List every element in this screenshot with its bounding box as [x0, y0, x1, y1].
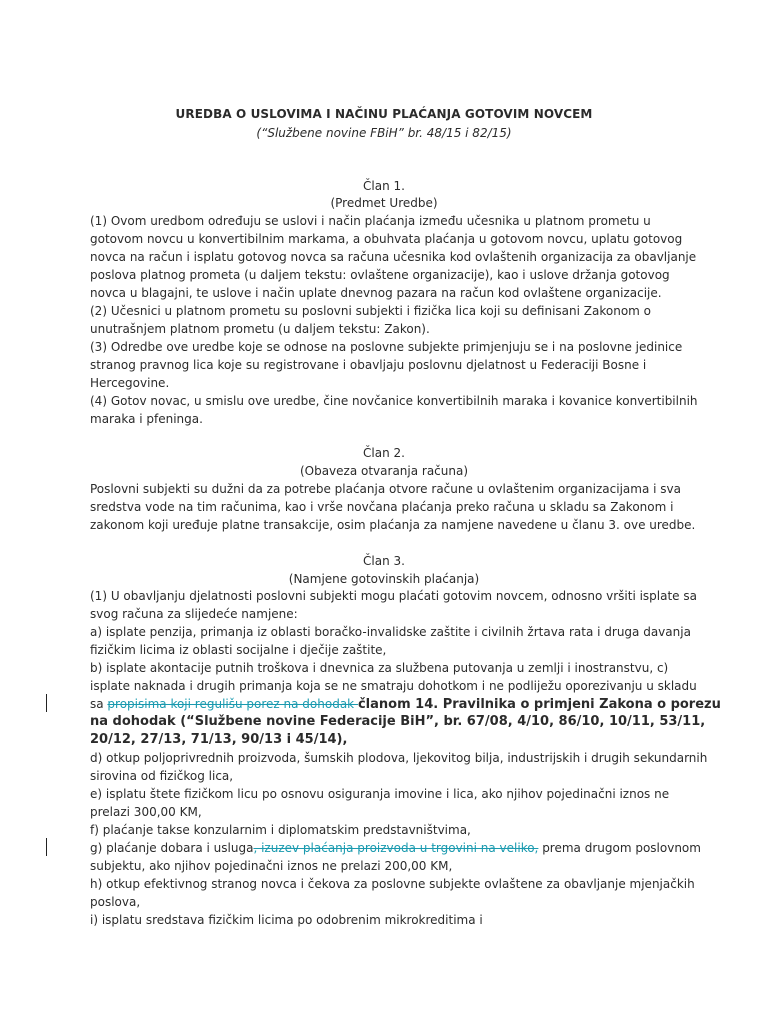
text-line: svog računa za slijedeće namjene:: [90, 607, 298, 621]
article3-body: [90, 587, 721, 929]
text-line: isplate naknada i drugih primanja koja se ne smatraju dohotkom i ne podliježu oporezivanju u skladu: [90, 679, 697, 693]
text-line: h) otkup efektivnog stranog novca i čekova za poslovne subjekte ovlaštene za obavljanje mjenjačkih: [90, 877, 695, 891]
text-line: stranog pravnog lica koje su registrovane i obavljaju poslovnu djelatnost u Federaciji Bosne i: [90, 358, 647, 372]
text-line: poslova platnog prometa (u daljem tekstu: ovlaštene organizacije), kao i uslove držanja gotovog: [90, 268, 670, 282]
text-line: (3) Odredbe ove uredbe koje se odnose na poslovne subjekte primjenjuju se i na poslovne jedinice: [90, 340, 683, 354]
text-line: (4) Gotov novac, u smislu ove uredbe, čine novčanice konvertibilnih maraka i kovanice konvertibilnih: [90, 394, 698, 408]
text-line: f) plaćanje takse konzularnim i diplomatskim predstavništvima,: [90, 823, 471, 837]
article1-heading: Član 1.: [363, 179, 405, 193]
inserted-text-line: 20/12, 27/13, 71/13, 90/13 i 45/14),: [90, 732, 348, 747]
article3-heading: Član 3.: [363, 554, 405, 568]
text-line: Poslovni subjekti su dužni da za potrebe plaćanja otvore račune u ovlaštenim organizacijama i sva: [90, 482, 681, 496]
text-line: sredstva vode na tim računima, kao i vrše novčana plaćanja preko računa u skladu sa Zakonom i: [90, 500, 674, 514]
document-title: UREDBA O USLOVIMA I NAČINU PLAĆANJA GOTOVIM NOVCEM: [175, 107, 593, 121]
text-line: (1) U obavljanju djelatnosti poslovni subjekti mogu plaćati gotovim novcem, odnosno vršiti isplate sa: [90, 589, 697, 603]
text-line: novca na račun i isplatu gotovog novca sa računa učesnika kod ovlaštenih organizacija za obavljanje: [90, 250, 697, 264]
text-line: d) otkup poljoprivrednih proizvoda, šumskih plodova, ljekovitog bilja, industrijskih i drugih sekundarnih: [90, 751, 708, 765]
text-line: prelazi 300,00 KM,: [90, 805, 202, 819]
text-line: subjektu, ako njihov pojedinačni iznos ne prelazi 200,00 KM,: [90, 859, 453, 873]
text-line: unutrašnjem platnom prometu (u daljem tekstu: Zakon).: [90, 322, 430, 336]
inserted-text: članom 14. Pravilnika o primjeni Zakona o porezu: [357, 697, 721, 712]
change-bar-marker: [46, 838, 47, 856]
article2-subheading: (Obaveza otvaranja računa): [299, 464, 469, 478]
inserted-text-line: na dohodak (“Službene novine Federacije BiH”, br. 67/08, 4/10, 86/10, 10/11, 53/11,: [90, 714, 706, 729]
article2-heading: Član 2.: [363, 446, 405, 460]
text-line: i) isplatu sredstava fizičkim licima po odobrenim mikrokreditima i: [90, 913, 483, 927]
text-line-amended-c: [90, 695, 721, 713]
text-line: gotovom novcu u konvertibilnim markama, a obuhvata plaćanja u gotovom novcu, uplatu gotovog: [90, 232, 683, 246]
text-line: b) isplate akontacije putnih troškova i dnevnica za službena putovanja u zemlji i inostranstvu, c): [90, 661, 669, 675]
change-bar-marker: [46, 694, 47, 712]
text-fragment: sa: [90, 697, 108, 711]
text-line: fizičkim licima iz oblasti socijalne i dječije zaštite,: [90, 643, 387, 657]
article1-subheading: (Predmet Uredbe): [330, 196, 438, 210]
article3-subheading: (Namjene gotovinskih plaćanja): [288, 572, 480, 586]
document-subtitle: (“Službene novine FBiH” br. 48/15 i 82/15): [256, 126, 512, 140]
article2-body: [90, 480, 696, 534]
deleted-text: propisima koji regulišu porez na dohodak: [107, 697, 358, 711]
text-line: sirovina od fizičkog lica,: [90, 769, 234, 783]
text-line: (1) Ovom uredbom određuju se uslovi i način plaćanja između učesnika u platnom prometu u: [90, 214, 651, 228]
text-line: Hercegovine.: [90, 376, 170, 390]
deleted-text: , izuzev plaćanja proizvoda u trgovini na veliko,: [253, 841, 539, 855]
text-line: (2) Učesnici u platnom prometu su poslovni subjekti i fizička lica koji su definisani Zakonom o: [90, 304, 652, 318]
text-line: a) isplate penzija, primanja iz oblasti boračko-invalidske zaštite i civilnih žrtava rata i druga davanja: [90, 625, 691, 639]
text-line: poslova,: [90, 895, 141, 909]
text-fragment: prema drugom poslovnom: [538, 841, 701, 855]
text-line: maraka i pfeninga.: [90, 412, 203, 426]
text-fragment: g) plaćanje dobara i usluga: [90, 841, 254, 855]
text-line: novca u blagajni, te uslove i način uplate dnevnog pazara na račun kod ovlaštene organizacije.: [90, 286, 662, 300]
text-line-amended-g: [90, 839, 701, 857]
text-line: e) isplatu štete fizičkom licu po osnovu osiguranja imovine i lica, ako njihov pojedinačni iznos ne: [90, 787, 670, 801]
article1-body: [90, 212, 698, 428]
text-line: zakonom koji uređuje platne transakcije, osim plaćanja za namjene navedene u članu 3. ove uredbe.: [90, 518, 696, 532]
